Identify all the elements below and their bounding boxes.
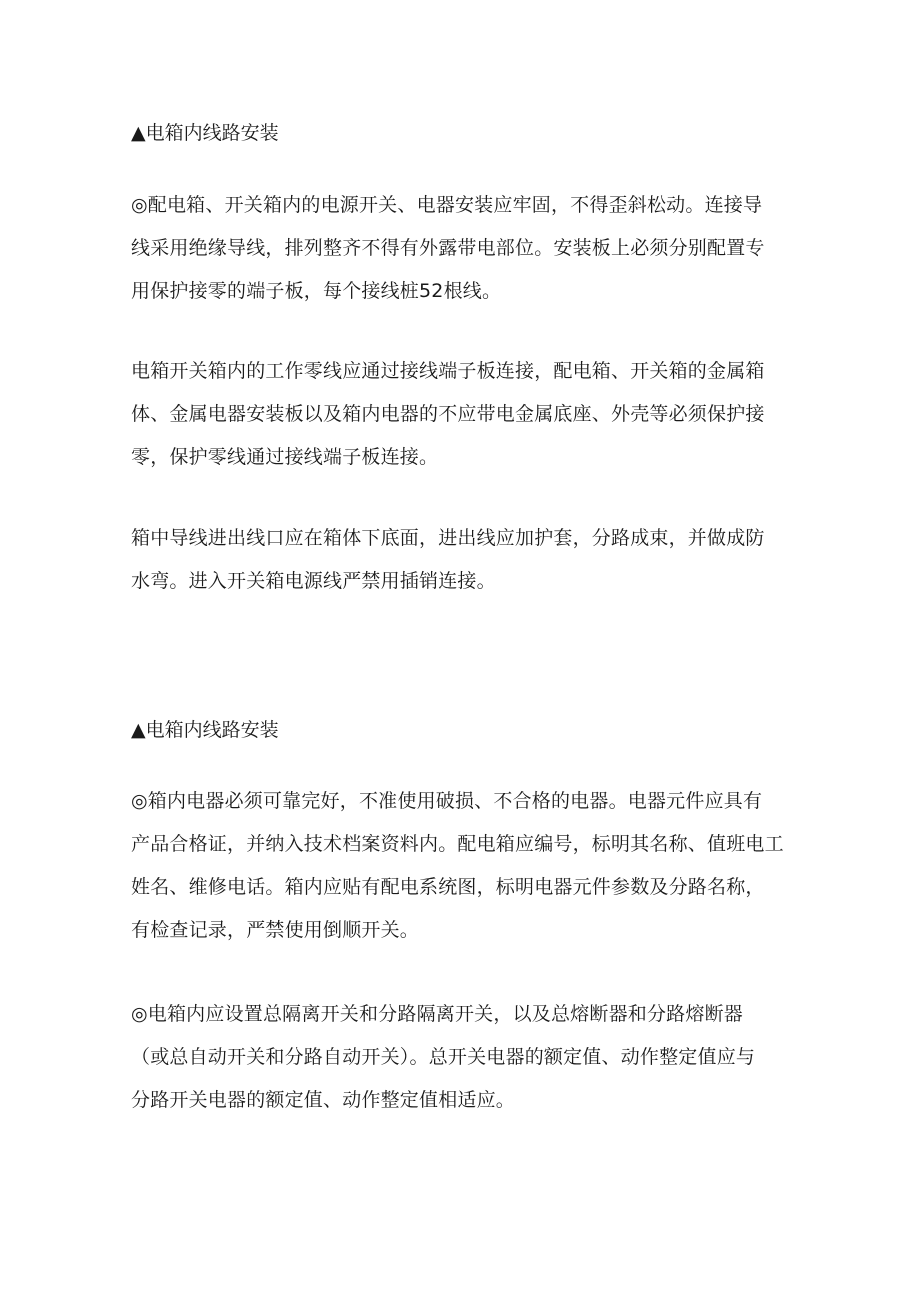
- text-line: 有检查记录，严禁使用倒顺开关。: [131, 919, 420, 941]
- paragraph-4: [131, 780, 803, 952]
- text-line: 电箱开关箱内的工作零线应通过接线端子板连接，配电箱、开关箱的金属箱: [131, 360, 765, 382]
- text-line: 分路开关电器的额定值、动作整定值相适应。: [131, 1089, 516, 1111]
- text-line: 水弯。进入开关箱电源线严禁用插销连接。: [131, 570, 496, 592]
- text-line: 用保护接零的端子板，每个接线桩52根线。: [131, 280, 502, 302]
- section-heading-1: ▲电箱内线路安装: [131, 122, 279, 144]
- text-line: 零，保护零线通过接线端子板连接。: [131, 446, 439, 468]
- text-line: 姓名、维修电话。箱内应贴有配电系统图，标明电器元件参数及分路名称，: [131, 876, 765, 898]
- text-line: 产品合格证，并纳入技术档案资料内。配电箱应编号，标明其名称、值班电工: [131, 833, 784, 855]
- text-line: 线采用绝缘导线，排列整齐不得有外露带电部位。安装板上必须分别配置专: [131, 237, 765, 259]
- paragraph-3: [131, 517, 803, 603]
- paragraph-1: [131, 184, 803, 313]
- paragraph-2: [131, 350, 803, 479]
- paragraph-5: [131, 993, 803, 1122]
- text-line: ◎电箱内应设置总隔离开关和分路隔离开关，以及总熔断器和分路熔断器: [131, 1003, 743, 1025]
- text-line: 体、金属电器安装板以及箱内电器的不应带电金属底座、外壳等必须保护接: [131, 403, 765, 425]
- text-line: ◎箱内电器必须可靠完好，不准使用破损、不合格的电器。电器元件应具有: [131, 790, 763, 812]
- section-heading-2: ▲电箱内线路安装: [131, 719, 279, 741]
- text-line: ◎配电箱、开关箱内的电源开关、电器安装应牢固，不得歪斜松动。连接导: [131, 194, 763, 216]
- text-line: 箱中导线进出线口应在箱体下底面，进出线应加护套，分路成束，并做成防: [131, 527, 765, 549]
- text-line: （或总自动开关和分路自动开关）。总开关电器的额定值、动作整定值应与: [131, 1046, 756, 1068]
